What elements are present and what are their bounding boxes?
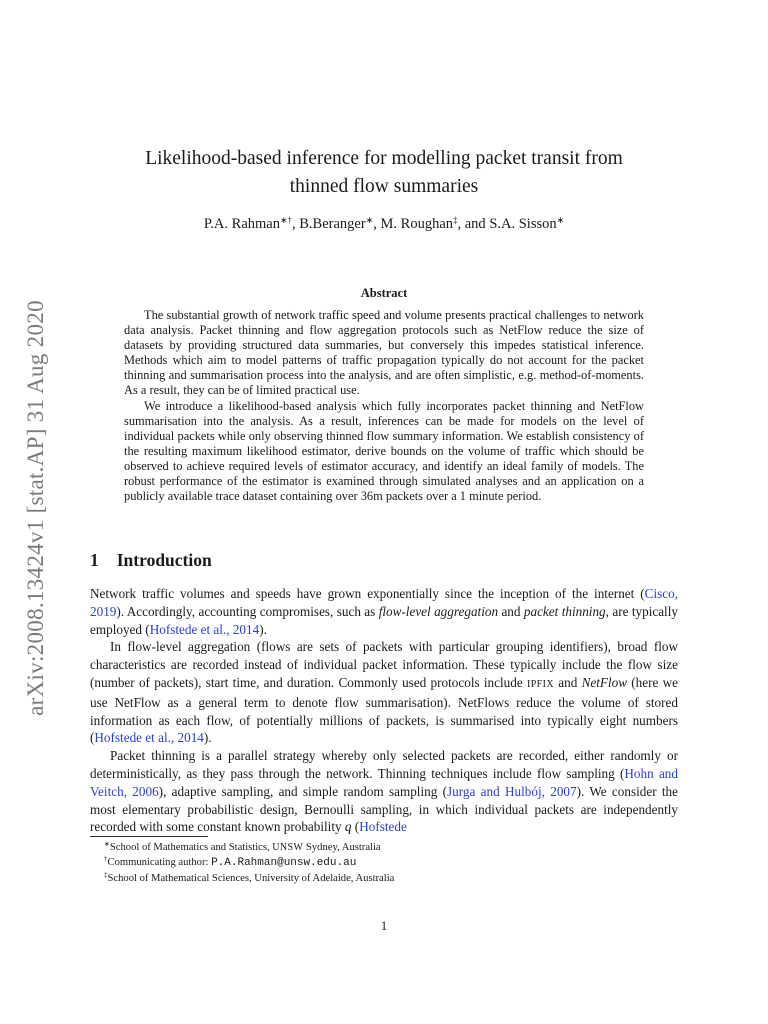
author-separator: , [292,216,300,232]
author-rahman: P.A. Rahman [203,216,280,232]
page-number: 1 [380,918,388,933]
paper-title [90,145,678,201]
abstract-body [124,308,644,504]
footnote-mark: † [104,855,108,863]
author-sisson: S.A. Sisson [489,216,557,232]
citation-link[interactable]: Cisco, 2019 [90,586,678,619]
author-separator: , [373,216,381,232]
text-run: and [498,603,524,619]
emphasis: flow-level aggregation [378,603,499,619]
citation-link[interactable]: Hofstede et al., 2014 [94,730,204,746]
text-run: In flow-level aggregation (flows are sets of packets with particular grouping identifiers), broad flow characteristics are recorded instead of individual packet information. These typically include the flow size (number of packets), start time, and duration. Commonly used protocols include [90,639,678,690]
title-line-1: Likelihood-based inference for modelling packet transit from [145,148,623,169]
text-run: Sydney, Australia [303,842,381,853]
citation-link[interactable]: Hofstede et al., 2014 [149,621,260,637]
emphasis: q [344,819,352,835]
author-and: , and [457,216,490,232]
text-run: , are typically employed ( [90,603,678,637]
arxiv-identifier-text: arXiv:2008.13424v1 [stat.AP] 31 Aug 2020 [23,300,49,716]
footnote-3 [90,871,678,886]
emphasis: NetFlow [581,674,627,690]
footnote-2 [90,855,678,871]
author-roughan: M. Roughan [380,216,453,232]
text-run: Packet thinning is a parallel strategy whereby only selected packets are recorded, either randomly or deterministically, as they pass through the network. Thinning techniques include flow sampling ( [90,748,678,781]
abstract-heading: Abstract [360,286,408,300]
text-run: ). [203,730,212,746]
text-run: and [553,674,582,690]
author-beranger: B.Beranger [299,216,366,232]
footnote-rule [90,836,208,837]
citation-link[interactable]: Hohn and Veitch, 2006 [90,765,678,799]
small-caps-term: IPFIX [526,678,554,690]
author-sisson-marks: ∗ [556,215,565,225]
citation-link[interactable]: Hofstede [359,819,407,835]
abstract-paragraph-1: The substantial growth of network traffic speed and volume presents practical challenges to network data analysis. Packet thinning and flow aggregation protocols such as NetFlow reduce the size of datasets by providing structured data summaries, but conversely this impedes statistical inference. Methods which aim to model patterns of traffic propagation typically do not account for the packet thinning and summarisation process into the analysis, and are often simplistic, e.g. method-of-moments. As a result, they can be of limited practical use. [124,308,644,398]
section-heading [90,550,212,571]
author-roughan-marks: ‡ [453,215,458,225]
text-run: ), adaptive sampling, and simple random sampling ( [158,783,448,799]
footnote-mark: ‡ [104,871,108,879]
author-rahman-marks: ∗† [279,215,293,225]
author-list [90,216,678,233]
text-run: ( [351,819,360,835]
text-run: School of Mathematics and Statistics, [109,842,273,853]
section-title: Introduction [116,550,212,570]
text-run: ). Accordingly, accounting compromises, such as [116,603,379,619]
text-run: ). We consider the most elementary probabilistic design, Bernoulli sampling, in which individual packets are independently recorded with some constant known probability [90,783,678,835]
citation-link[interactable]: Jurga and Hulbój, 2007 [447,783,577,799]
title-line-2: thinned flow summaries [289,176,479,197]
abstract-paragraph-2: We introduce a likelihood-based analysis which fully incorporates packet thinning and NetFlow summarisation into the analysis. As a result, inferences can be made for models on the level of individual packets while only observing thinned flow summary information. We establish consistency of the resulting maximum likelihood estimator, derive bounds on the volume of traffic which should be observed to achieve required levels of estimator accuracy, and identify an ideal family of models. The robust performance of the estimator is examined through simulated analyses and an application on a publicly available trace dataset containing over 36m packets over a 1 minute period. [124,398,644,504]
section-number: 1 [90,550,99,570]
text-run: (here we use NetFlow as a general term to denote flow summarisation). NetFlows reduce the volume of stored information as each flow, of potentially millions of packets, is summarised into typically eight numbers ( [90,674,678,746]
emphasis: packet thinning [523,603,606,619]
text-run: Network traffic volumes and speeds have grown exponentially since the inception of the internet ( [90,586,645,601]
intro-paragraph-3 [90,747,678,836]
introduction-body [90,585,678,836]
intro-paragraph-1 [90,585,678,638]
text-run: School of Mathematical Sciences, University of Adelaide, Australia [107,873,395,884]
footnotes [90,840,678,886]
author-email[interactable]: P.A.Rahman@unsw.edu.au [211,857,357,869]
intro-paragraph-2 [90,638,678,747]
small-caps-term: UNSW [272,842,304,853]
text-run: ). [259,621,267,637]
footnote-1 [90,840,678,855]
arxiv-identifier [18,268,54,748]
footnote-mark: ∗ [104,840,110,848]
author-beranger-marks: ∗ [365,215,374,225]
text-run: Communicating author: [107,857,212,868]
